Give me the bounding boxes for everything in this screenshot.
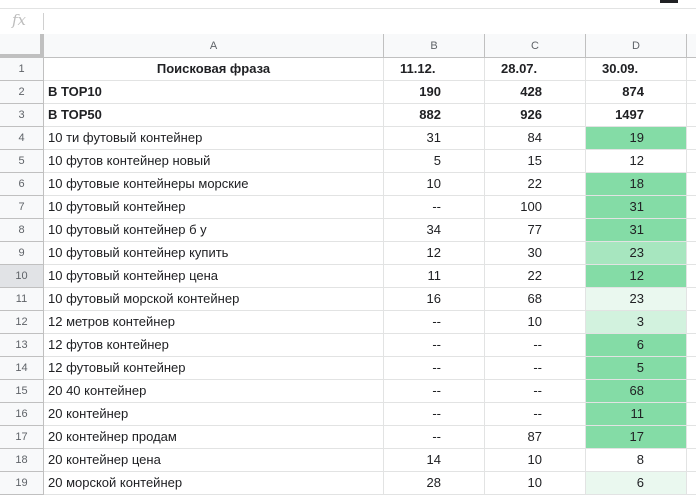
cell-C18[interactable]: 10 bbox=[485, 449, 586, 472]
cell-C11[interactable]: 68 bbox=[485, 288, 586, 311]
cell-D2[interactable]: 874 bbox=[586, 81, 687, 104]
cell-E5[interactable] bbox=[687, 150, 696, 173]
cell-B18[interactable]: 14 bbox=[384, 449, 485, 472]
cell-B12[interactable]: -- bbox=[384, 311, 485, 334]
row-header[interactable]: 1 bbox=[0, 58, 44, 81]
cell-E15[interactable] bbox=[687, 380, 696, 403]
cell-C7[interactable]: 100 bbox=[485, 196, 586, 219]
cell-E1[interactable] bbox=[687, 58, 696, 81]
cell-E4[interactable] bbox=[687, 127, 696, 150]
cell-C13[interactable]: -- bbox=[485, 334, 586, 357]
table-row bbox=[0, 196, 696, 219]
cell-A8[interactable]: 10 футовый контейнер б у bbox=[44, 219, 384, 242]
cell-B4[interactable]: 31 bbox=[384, 127, 485, 150]
cell-A18[interactable]: 20 контейнер цена bbox=[44, 449, 384, 472]
cell-B17[interactable]: -- bbox=[384, 426, 485, 449]
table-row bbox=[0, 380, 696, 403]
fx-icon: fx bbox=[12, 11, 27, 29]
cell-A1[interactable]: Поисковая фраза bbox=[44, 58, 384, 81]
table-row bbox=[0, 219, 696, 242]
cell-C10[interactable]: 22 bbox=[485, 265, 586, 288]
cell-C14[interactable]: -- bbox=[485, 357, 586, 380]
cell-B5[interactable]: 5 bbox=[384, 150, 485, 173]
row-header[interactable]: 5 bbox=[0, 150, 44, 173]
cell-B9[interactable]: 12 bbox=[384, 242, 485, 265]
cell-B3[interactable]: 882 bbox=[384, 104, 485, 127]
cell-C3[interactable]: 926 bbox=[485, 104, 586, 127]
cell-E2[interactable] bbox=[687, 81, 696, 104]
cell-A5[interactable]: 10 футов контейнер новый bbox=[44, 150, 384, 173]
cell-D3[interactable]: 1497 bbox=[586, 104, 687, 127]
table-row bbox=[0, 58, 696, 81]
cell-B7[interactable]: -- bbox=[384, 196, 485, 219]
row-header[interactable]: 10 bbox=[0, 265, 44, 288]
cell-A11[interactable]: 10 футовый морской контейнер bbox=[44, 288, 384, 311]
column-header-c[interactable]: C bbox=[485, 34, 586, 58]
cell-A2[interactable]: В ТОР10 bbox=[44, 81, 384, 104]
table-row bbox=[0, 127, 696, 150]
cell-A17[interactable]: 20 контейнер продам bbox=[44, 426, 384, 449]
cell-A9[interactable]: 10 футовый контейнер купить bbox=[44, 242, 384, 265]
row-header[interactable]: 14 bbox=[0, 357, 44, 380]
cell-A6[interactable]: 10 футовые контейнеры морские bbox=[44, 173, 384, 196]
cell-E17[interactable] bbox=[687, 426, 696, 449]
row-header[interactable]: 16 bbox=[0, 403, 44, 426]
cell-E18[interactable] bbox=[687, 449, 696, 472]
row-header[interactable]: 11 bbox=[0, 288, 44, 311]
cell-B19[interactable]: 28 bbox=[384, 472, 485, 495]
cell-B15[interactable]: -- bbox=[384, 380, 485, 403]
cell-E3[interactable] bbox=[687, 104, 696, 127]
table-row bbox=[0, 81, 696, 104]
formula-bar bbox=[0, 8, 696, 35]
formula-bar-divider bbox=[43, 13, 44, 30]
cell-C6[interactable]: 22 bbox=[485, 173, 586, 196]
cell-D14[interactable]: 5 bbox=[586, 357, 687, 380]
cell-C5[interactable]: 15 bbox=[485, 150, 586, 173]
cell-E11[interactable] bbox=[687, 288, 696, 311]
row-header[interactable]: 3 bbox=[0, 104, 44, 127]
table-row bbox=[0, 265, 696, 288]
column-header-a[interactable]: A bbox=[44, 34, 384, 58]
table-row bbox=[0, 449, 696, 472]
cell-E12[interactable] bbox=[687, 311, 696, 334]
cell-D18[interactable]: 8 bbox=[586, 449, 687, 472]
row-header[interactable]: 17 bbox=[0, 426, 44, 449]
select-all-corner[interactable] bbox=[0, 34, 44, 58]
cell-E8[interactable] bbox=[687, 219, 696, 242]
cell-B8[interactable]: 34 bbox=[384, 219, 485, 242]
cell-B13[interactable]: -- bbox=[384, 334, 485, 357]
cell-A10[interactable]: 10 футовый контейнер цена bbox=[44, 265, 384, 288]
cell-C9[interactable]: 30 bbox=[485, 242, 586, 265]
cell-C4[interactable]: 84 bbox=[485, 127, 586, 150]
row-header[interactable]: 6 bbox=[0, 173, 44, 196]
cell-C2[interactable]: 428 bbox=[485, 81, 586, 104]
row-header[interactable]: 15 bbox=[0, 380, 44, 403]
cell-D19[interactable]: 6 bbox=[586, 472, 687, 495]
cell-B1[interactable]: 11.12. bbox=[384, 58, 485, 81]
table-row bbox=[0, 104, 696, 127]
row-header[interactable]: 7 bbox=[0, 196, 44, 219]
cell-B10[interactable]: 11 bbox=[384, 265, 485, 288]
column-header-b[interactable]: B bbox=[384, 34, 485, 58]
cell-C12[interactable]: 10 bbox=[485, 311, 586, 334]
cell-A19[interactable]: 20 морской контейнер bbox=[44, 472, 384, 495]
cell-A16[interactable]: 20 контейнер bbox=[44, 403, 384, 426]
cell-C19[interactable]: 10 bbox=[485, 472, 586, 495]
cell-D13[interactable]: 6 bbox=[586, 334, 687, 357]
cell-A3[interactable]: В ТОР50 bbox=[44, 104, 384, 127]
row-header[interactable]: 19 bbox=[0, 472, 44, 495]
cell-E9[interactable] bbox=[687, 242, 696, 265]
row-header[interactable]: 8 bbox=[0, 219, 44, 242]
cell-E7[interactable] bbox=[687, 196, 696, 219]
cell-D11[interactable]: 23 bbox=[586, 288, 687, 311]
cell-A14[interactable]: 12 футовый контейнер bbox=[44, 357, 384, 380]
table-row bbox=[0, 173, 696, 196]
cell-B2[interactable]: 190 bbox=[384, 81, 485, 104]
cell-D9[interactable]: 23 bbox=[586, 242, 687, 265]
column-header-row bbox=[0, 34, 696, 58]
cell-E14[interactable] bbox=[687, 357, 696, 380]
cell-D5[interactable]: 12 bbox=[586, 150, 687, 173]
table-row bbox=[0, 242, 696, 265]
table-row bbox=[0, 426, 696, 449]
cell-A7[interactable]: 10 футовый контейнер bbox=[44, 196, 384, 219]
row-header[interactable]: 12 bbox=[0, 311, 44, 334]
cell-B16[interactable]: -- bbox=[384, 403, 485, 426]
table-row bbox=[0, 288, 696, 311]
cell-E13[interactable] bbox=[687, 334, 696, 357]
cell-D6[interactable]: 18 bbox=[586, 173, 687, 196]
table-row bbox=[0, 403, 696, 426]
cell-D12[interactable]: 3 bbox=[586, 311, 687, 334]
table-row bbox=[0, 311, 696, 334]
table-row bbox=[0, 357, 696, 380]
cell-E6[interactable] bbox=[687, 173, 696, 196]
cell-A15[interactable]: 20 40 контейнер bbox=[44, 380, 384, 403]
cell-D17[interactable]: 17 bbox=[586, 426, 687, 449]
table-row bbox=[0, 334, 696, 357]
cell-A4[interactable]: 10 ти футовый контейнер bbox=[44, 127, 384, 150]
row-header[interactable]: 13 bbox=[0, 334, 44, 357]
toolbar-icon-fragment bbox=[660, 0, 678, 3]
cell-C17[interactable]: 87 bbox=[485, 426, 586, 449]
row-header[interactable]: 18 bbox=[0, 449, 44, 472]
column-header-e[interactable] bbox=[687, 34, 696, 58]
cell-E16[interactable] bbox=[687, 403, 696, 426]
cell-D10[interactable]: 12 bbox=[586, 265, 687, 288]
cell-C1[interactable]: 28.07. bbox=[485, 58, 586, 81]
table-row bbox=[0, 150, 696, 173]
cell-D8[interactable]: 31 bbox=[586, 219, 687, 242]
cell-C16[interactable]: -- bbox=[485, 403, 586, 426]
cell-C15[interactable]: -- bbox=[485, 380, 586, 403]
cell-C8[interactable]: 77 bbox=[485, 219, 586, 242]
cell-B11[interactable]: 16 bbox=[384, 288, 485, 311]
row-header[interactable]: 2 bbox=[0, 81, 44, 104]
cell-A12[interactable]: 12 метров контейнер bbox=[44, 311, 384, 334]
row-header[interactable]: 4 bbox=[0, 127, 44, 150]
cell-A13[interactable]: 12 футов контейнер bbox=[44, 334, 384, 357]
column-header-d[interactable]: D bbox=[586, 34, 687, 58]
cell-D15[interactable]: 68 bbox=[586, 380, 687, 403]
cell-B14[interactable]: -- bbox=[384, 357, 485, 380]
row-header[interactable]: 9 bbox=[0, 242, 44, 265]
cell-D7[interactable]: 31 bbox=[586, 196, 687, 219]
cell-E10[interactable] bbox=[687, 265, 696, 288]
formula-input[interactable] bbox=[48, 12, 692, 32]
cell-D16[interactable]: 11 bbox=[586, 403, 687, 426]
cell-B6[interactable]: 10 bbox=[384, 173, 485, 196]
cell-D4[interactable]: 19 bbox=[586, 127, 687, 150]
cell-D1[interactable]: 30.09. bbox=[586, 58, 687, 81]
